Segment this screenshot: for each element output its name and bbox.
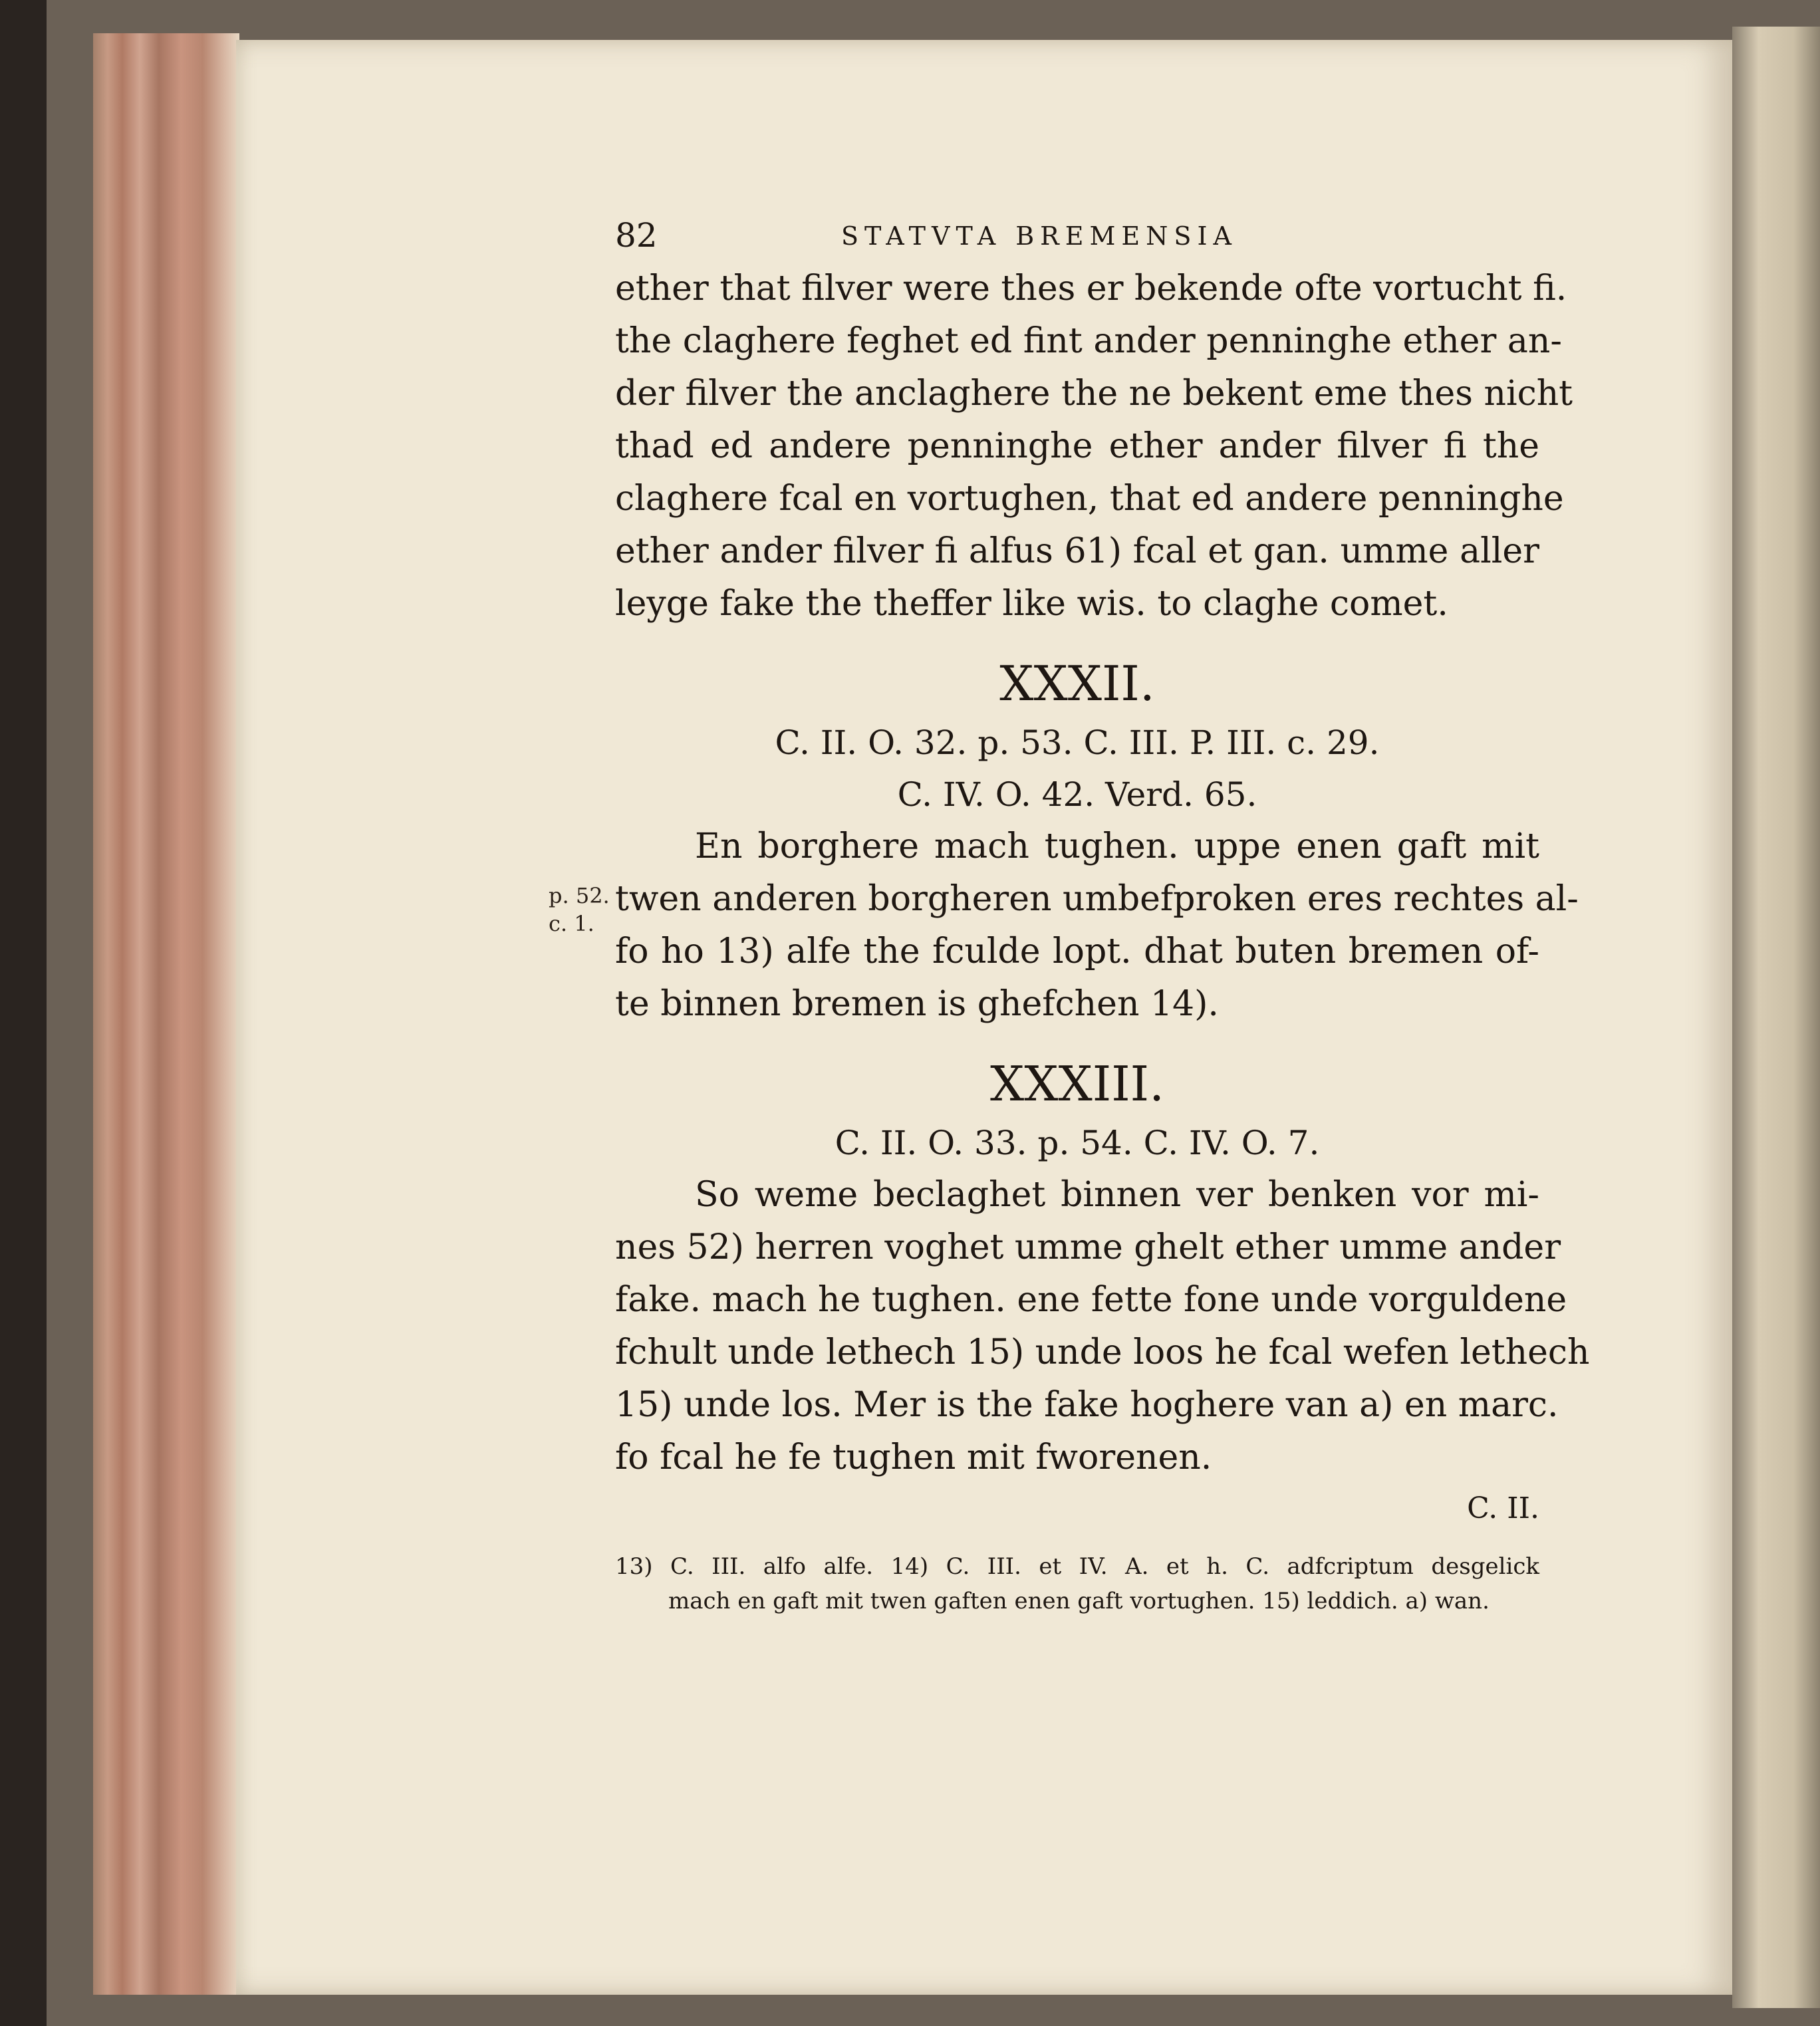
page-block-edge: [93, 33, 239, 1995]
footnotes: [615, 1549, 1539, 1618]
chapter-reference: C. II. O. 32. p. 53. C. III. P. III. c. 29.: [775, 723, 1380, 762]
continuation-paragraph: [615, 263, 1573, 630]
facing-page-edge: [1732, 27, 1820, 2008]
text-line: fake. mach he tughen. ene fette fone unde vorguldene: [615, 1280, 1567, 1320]
catchword: C. II.: [1467, 1491, 1539, 1525]
text-line: the claghere feghet ed fint ander penninghe ether an-: [615, 321, 1562, 361]
text-line: nes 52) herren voghet umme ghelt ether umme ander: [615, 1227, 1561, 1267]
text-line: En borghere mach tughen. uppe enen gaft mit: [695, 826, 1539, 866]
page-number: 82: [615, 216, 658, 255]
paragraph-xxxii: [615, 821, 1579, 1031]
page-text: [615, 209, 1590, 1618]
text-line: 15) unde los. Mer is the fake hoghere van a) en marc.: [615, 1385, 1559, 1425]
text-line: fo fcal he fe tughen mit fworenen.: [615, 1438, 1212, 1477]
running-head: [615, 209, 1539, 263]
chapter-reference: C. II. O. 33. p. 54. C. IV. O. 7.: [835, 1124, 1320, 1162]
chapter-heading-xxxiii: XXXIII.: [990, 1056, 1164, 1112]
text-line: te binnen bremen is ghefchen 14).: [615, 984, 1219, 1024]
text-line: ether ander filver fi alfus 61) fcal et gan. umme aller: [615, 531, 1539, 571]
chapter-reference: C. IV. O. 42. Verd. 65.: [897, 775, 1257, 814]
paragraph-xxxiii: [615, 1169, 1590, 1484]
text-line: twen anderen borgheren umbefproken eres rechtes al-: [615, 879, 1579, 919]
margin-note-page: p. 52.: [549, 883, 610, 908]
text-line: fo ho 13) alfe the fculde lopt. dhat buten bremen of-: [615, 932, 1539, 971]
footnote-line: mach en gaft mit twen gaften enen gaft vortughen. 15) leddich. a) wan.: [668, 1588, 1490, 1614]
text-line: ether that filver were thes er bekende ofte vortucht fi.: [615, 269, 1567, 309]
chapter-heading-xxxii: XXXII.: [999, 656, 1155, 711]
text-line: der filver the anclaghere the ne bekent eme thes nicht: [615, 374, 1573, 414]
footnote-line: 13) C. III. alfo alfe. 14) C. III. et IV. A. et h. C. adfcriptum desgelick: [615, 1553, 1539, 1580]
text-line: So weme beclaghet binnen ver benken vor mi-: [695, 1175, 1539, 1215]
text-line: claghere fcal en vortughen, that ed andere penninghe: [615, 479, 1564, 519]
running-title: STATVTA BREMENSIA: [841, 221, 1237, 251]
margin-note-chapter: c. 1.: [549, 911, 594, 936]
text-line: thad ed andere penninghe ether ander filver fi the: [615, 426, 1539, 466]
text-line: fchult unde lethech 15) unde loos he fcal wefen lethech: [615, 1332, 1590, 1372]
text-line: leyge fake the theffer like wis. to claghe comet.: [615, 584, 1448, 624]
